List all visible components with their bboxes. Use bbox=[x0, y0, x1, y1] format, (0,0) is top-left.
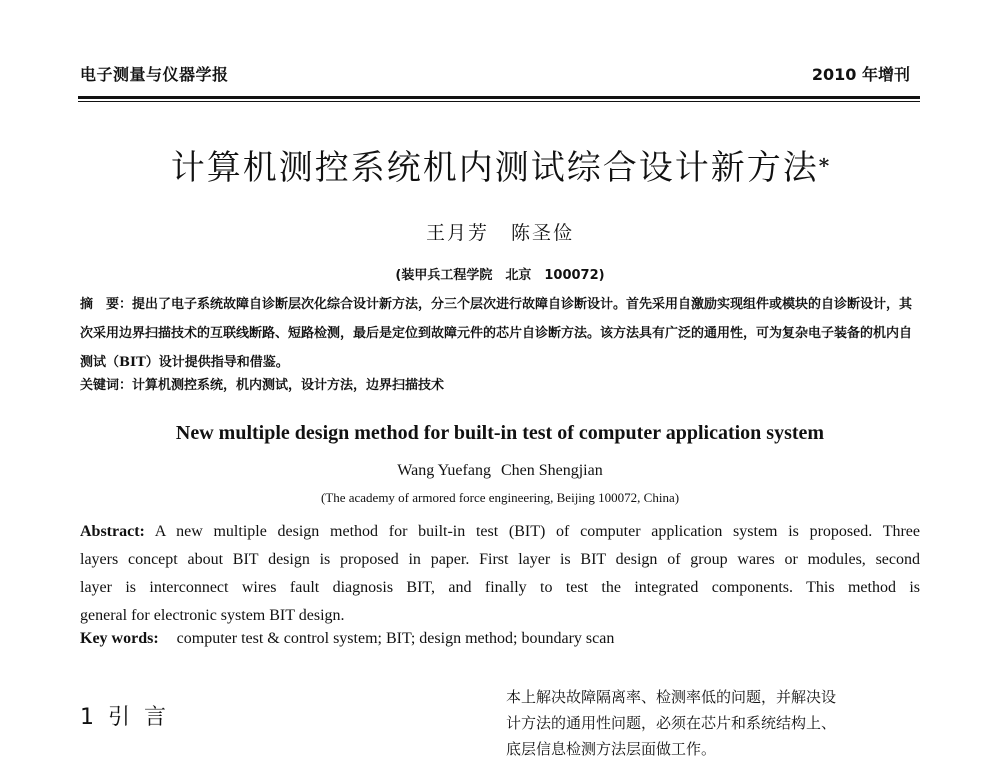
issue-label: 2010 年增刊 bbox=[811, 65, 910, 84]
author-cn: 陈圣俭 bbox=[511, 222, 575, 244]
keywords-cn-label: 关键词： bbox=[80, 378, 133, 393]
abstract-en-label: Abstract: bbox=[80, 523, 145, 540]
section-heading bbox=[80, 700, 180, 731]
keywords-en bbox=[80, 630, 920, 648]
right-column-text bbox=[506, 684, 922, 762]
abstract-cn-text: 提出了电子系统故障自诊断层次化综合设计新方法，分三个层次进行故障自诊断设计。首先采用自激励实现组件或模块的自诊断设计，其次采用边界扫描技术的互联线断路、短路检测，最后是定位到故障元件的芯片自诊断方法。该方法具有广泛的通用性，可为复杂电子装备的机内自测试（BIT）设计提供指导和借鉴。 bbox=[80, 297, 913, 370]
affiliation-en: (The academy of armored force engineering, Beijing 100072, China) bbox=[320, 490, 680, 505]
abstract-en-text: A new multiple design method for built-in test (BIT) of computer application system is proposed. Three bbox=[144, 523, 920, 540]
header-rule-thick bbox=[78, 96, 920, 99]
authors-en bbox=[0, 462, 1000, 480]
keywords-en-label: Key words: bbox=[80, 630, 159, 647]
body-line: 底层信息检测方法层面做工作。 bbox=[506, 740, 717, 758]
authors-cn bbox=[0, 218, 1000, 245]
section-number: 1 bbox=[80, 705, 94, 730]
abstract-cn bbox=[80, 290, 920, 377]
author-en: Chen Shengjian bbox=[500, 462, 603, 479]
abstract-en-line bbox=[80, 518, 920, 546]
keywords-en-text: computer test & control system; BIT; design method; boundary scan bbox=[176, 630, 615, 647]
keywords-cn bbox=[80, 376, 920, 396]
section-title: 引言 bbox=[108, 705, 181, 730]
paper-title-en: New multiple design method for built-in test of computer application system bbox=[175, 422, 825, 444]
body-line: 计方法的通用性问题，必须在芯片和系统结构上、 bbox=[506, 714, 837, 732]
affiliation-cn: (装甲兵工程学院 北京 100072) bbox=[395, 268, 605, 283]
abstract-en-line: layer is interconnect wires fault diagnosis BIT, and finally to test the integrated components. This method is bbox=[80, 579, 920, 596]
author-en: Wang Yuefang bbox=[397, 462, 491, 479]
body-line: 本上解决故障隔离率、检测率低的问题，并解决设 bbox=[506, 688, 837, 706]
abstract-en bbox=[80, 518, 920, 630]
keywords-cn-text: 计算机测控系统，机内测试，设计方法，边界扫描技术 bbox=[132, 378, 445, 393]
header-rule-thin bbox=[78, 101, 920, 102]
abstract-en-line: general for electronic system BIT design. bbox=[80, 607, 345, 624]
abstract-en-line: layers concept about BIT design is proposed in paper. First layer is BIT design of group wares or modules, second bbox=[80, 551, 920, 568]
abstract-cn-label: 摘 要： bbox=[80, 297, 133, 312]
title-footnote-mark: * bbox=[818, 153, 830, 178]
title-block bbox=[0, 140, 1000, 189]
author-cn: 王月芳 bbox=[425, 222, 489, 244]
paper-title: 计算机测控系统机内测试综合设计新方法 bbox=[170, 148, 819, 188]
journal-name: 电子测量与仪器学报 bbox=[80, 65, 229, 84]
